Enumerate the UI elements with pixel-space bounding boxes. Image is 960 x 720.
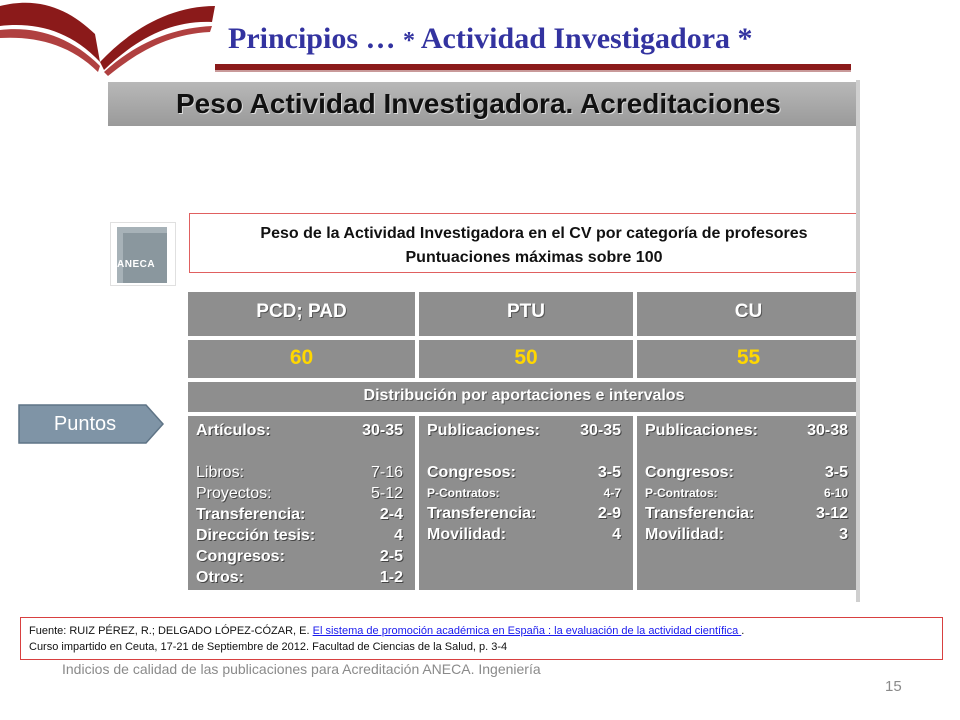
detail-value: 5-12 [370,485,403,502]
detail-line [196,546,403,567]
value-cu: 55 [637,340,860,378]
header-ptu: PTU [419,292,633,336]
detail-label: Transferencia: [196,506,306,523]
detail-line [645,420,848,441]
embedded-image-panel [108,80,860,602]
detail-value: 3-5 [597,464,621,481]
info-line-1: Peso de la Actividad Investigadora en el CV por categoría de profesores [260,225,808,242]
detail-label: P-Contratos: [645,486,718,500]
detail-line [427,462,621,483]
detail-label: Otros: [196,569,244,586]
detail-label: Dirección tesis: [196,527,316,544]
detail-line [427,441,621,462]
source-citation [20,617,943,660]
detail-line [645,524,848,545]
detail-line [196,567,403,588]
detail-line [645,483,848,503]
info-box [189,213,860,273]
scores-grid [188,292,860,590]
values-row [188,340,860,378]
detail-label: Congresos: [645,464,734,481]
detail-line [196,483,403,504]
detail-value: 2-9 [597,505,621,522]
header-row [188,292,860,336]
aneca-logo [110,222,176,286]
detail-value: 2-5 [379,548,403,565]
detail-row [188,416,860,590]
detail-line [645,462,848,483]
title-divider-shadow [215,70,851,72]
detail-value: 2-4 [379,506,403,523]
detail-line [645,503,848,524]
title-star: * [403,28,416,54]
value-pcd-pad: 60 [188,340,415,378]
value-ptu: 50 [419,340,633,378]
puntos-arrow [18,404,164,444]
source-link[interactable]: El sistema de promoción académica en España : la evaluación de la actividad científica [312,625,742,637]
detail-value: 1-2 [379,569,403,586]
detail-value: 4 [394,527,403,544]
detail-value: 4 [612,526,621,543]
detail-label: Congresos: [196,548,285,565]
detail-line [645,441,848,462]
source-authors: : RUIZ PÉREZ, R.; DELGADO LÓPEZ-CÓZAR, E. [63,625,313,637]
source-after-link: . [741,625,745,637]
detail-value: 30-38 [807,422,848,439]
source-label: Fuente [29,625,64,637]
detail-label: Transferencia: [645,505,755,522]
distribution-title: Distribución por aportaciones e intervalos [188,382,860,412]
detail-line [196,525,403,546]
detail-line [427,483,621,503]
detail-label: Transferencia: [427,505,537,522]
detail-value: 30-35 [362,422,403,439]
detail-cu [637,416,860,590]
detail-line [196,420,403,441]
detail-label: Libros: [196,464,245,481]
detail-value: 4-7 [603,486,621,500]
detail-label: Proyectos: [196,485,272,502]
detail-value: 6-10 [823,486,848,500]
detail-value: 3-12 [815,505,848,522]
title-rest: Actividad Investigadora * [420,22,753,55]
footer-note: Indicios de calidad de las publicaciones para Acreditación ANECA. Ingeniería [62,661,541,677]
detail-label: Movilidad: [427,526,507,543]
detail-value: 30-35 [580,422,621,439]
title-main: Principios … [228,22,396,55]
page-number: 15 [885,678,902,695]
detail-ptu [419,416,633,590]
detail-line [196,504,403,525]
detail-label: Congresos: [427,464,516,481]
detail-label: Publicaciones: [645,422,758,439]
book-logo [0,0,220,80]
detail-value: 7-16 [370,464,403,481]
detail-label: Movilidad: [645,526,725,543]
header-pcd-pad: PCD; PAD [188,292,415,336]
panel-edge [856,80,860,602]
detail-label: Artículos: [196,422,271,439]
detail-value: 3-5 [824,464,848,481]
detail-label: Publicaciones: [427,422,540,439]
detail-pcd-pad [188,416,415,590]
header-cu: CU [637,292,860,336]
detail-line [196,441,403,462]
puntos-label: Puntos [53,412,117,435]
detail-line [427,503,621,524]
info-line-2: Puntuaciones máximas sobre 100 [405,249,663,266]
source-line-2: Curso impartido en Ceuta, 17-21 de Septiembre de 2012. Facultad de Ciencias de la Salud, p. 3-4 [29,641,508,653]
detail-line [427,524,621,545]
detail-value: 3 [839,526,848,543]
detail-line [427,420,621,441]
detail-label: P-Contratos: [427,486,500,500]
aneca-logo-text: ANECA [117,259,156,270]
source-line-1 [29,623,934,639]
panel-banner: Peso Actividad Investigadora. Acreditaciones [108,82,860,126]
detail-line [196,462,403,483]
slide-title [228,22,753,56]
